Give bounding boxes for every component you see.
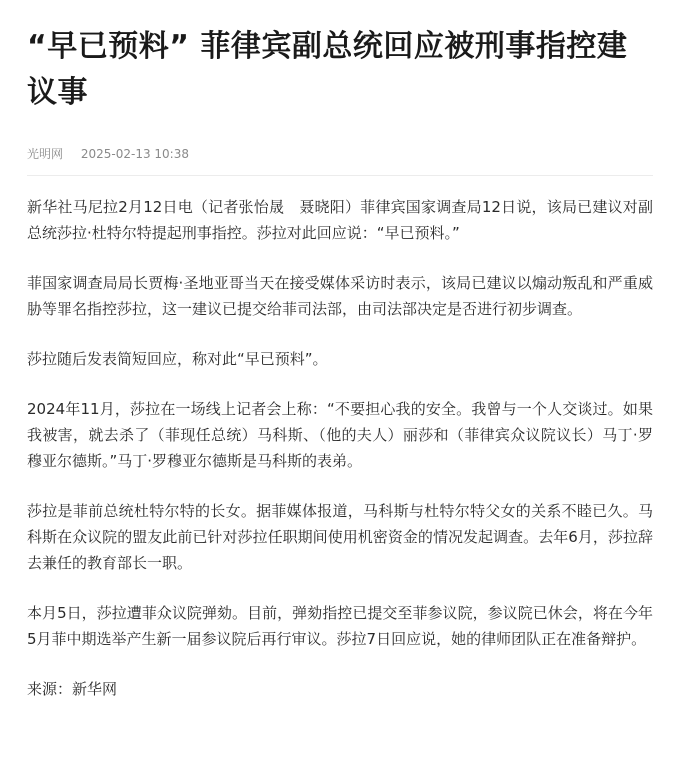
article-title: “早已预料” 菲律宾副总统回应被刑事指控建议事 (27, 29, 628, 110)
paragraph-5: 莎拉是菲前总统杜特尔特的长女。据菲媒体报道，马科斯与杜特尔特父女的关系不睦已久。马科斯在众议院的盟友此前已针对莎拉任职期间使用机密资金的情况发起调查。去年6月，莎拉辞去兼任的教育部长一职。 (27, 502, 653, 572)
paragraph-1: 新华社马尼拉2月12日电（记者张怡晟 聂晓阳）菲律宾国家调查局12日说，该局已建议对副总统莎拉·杜特尔特提起刑事指控。莎拉对此回应说：“早已预料。” (27, 198, 653, 242)
article-source[interactable]: 光明网 (27, 147, 64, 161)
article-meta (27, 144, 653, 164)
article-datetime: 2025-02-13 10:38 (80, 147, 189, 161)
footer-source: 来源：新华网 (27, 680, 118, 698)
paragraph-2: 菲国家调查局局长贾梅·圣地亚哥当天在接受媒体采访时表示，该局已建议以煽动叛乱和严重威胁等罪名指控莎拉，这一建议已提交给菲司法部，由司法部决定是否进行初步调查。 (27, 274, 653, 318)
article-body (27, 194, 653, 652)
paragraph-6: 本月5日，莎拉遭菲众议院弹劾。目前，弹劾指控已提交至菲参议院，参议院已休会，将在今年5月菲中期选举产生新一届参议院后再行审议。莎拉7日回应说，她的律师团队正在准备辩护。 (27, 604, 653, 648)
paragraph-4: 2024年11月，莎拉在一场线上记者会上称：“不要担心我的安全。我曾与一个人交谈过。如果我被害，就去杀了（菲现任总统）马科斯、（他的夫人）丽莎和（菲律宾众议院议长）马丁·罗穆亚尔德斯。”马丁·罗穆亚尔德斯是马科斯的表弟。 (27, 400, 653, 470)
meta-divider (27, 175, 653, 176)
paragraph-3: 莎拉随后发表简短回应，称对此“早已预料”。 (27, 350, 328, 368)
